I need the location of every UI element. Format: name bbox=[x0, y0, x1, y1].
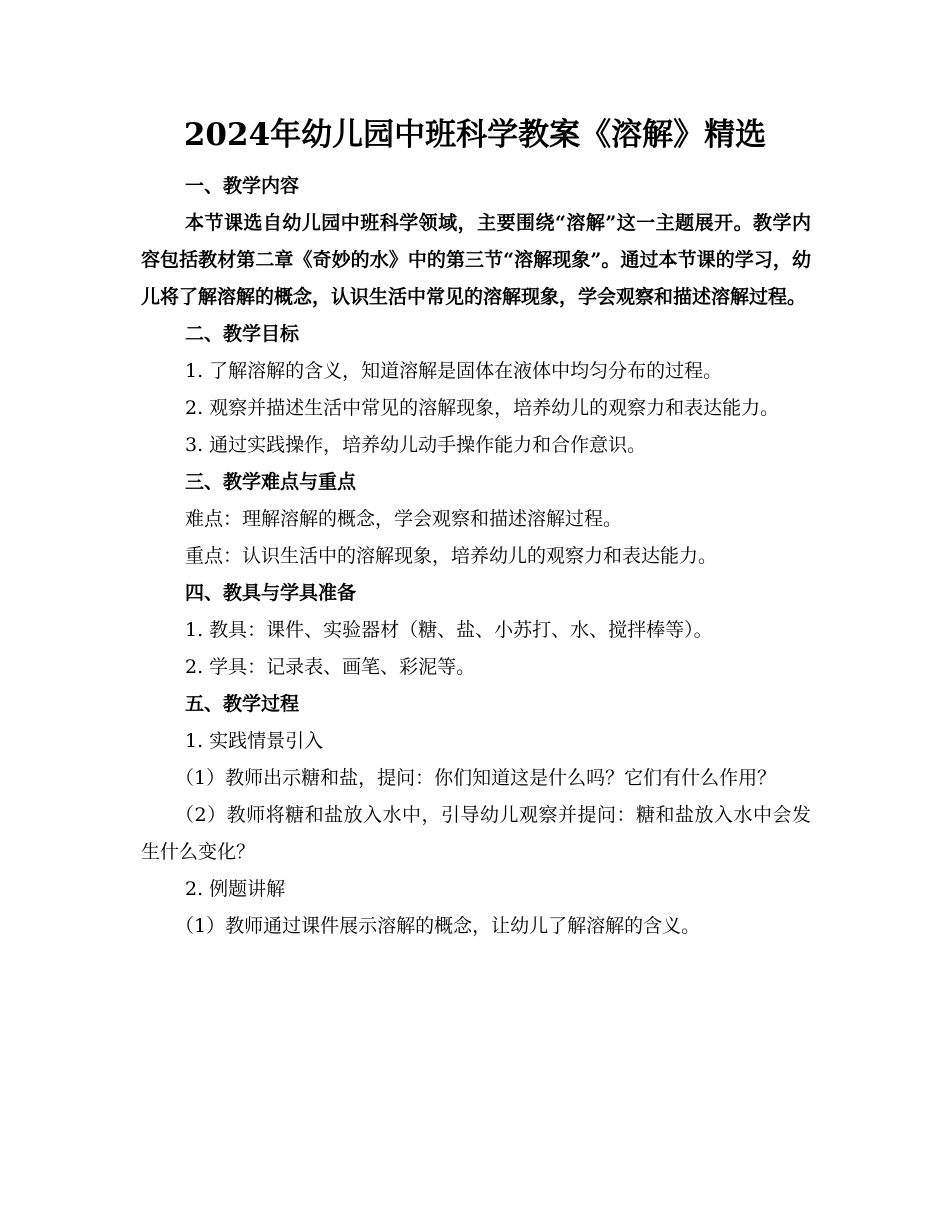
section-content-paragraph: 本节课选自幼儿园中班科学领域，主要围绕“溶解”这一主题展开。教学内容包括教材第二章《奇妙的水》中的第三节“溶解现象”。通过本节课的学习，幼儿将了解溶解的概念，认识生活中常见的溶解现象，学会观察和描述溶解过程。 bbox=[141, 212, 811, 308]
key-point: 重点：认识生活中的溶解现象，培养幼儿的观察力和表达能力。 bbox=[185, 545, 718, 567]
objective-item-2: 2. 观察并描述生活中常见的溶解现象，培养幼儿的观察力和表达能力。 bbox=[185, 397, 780, 419]
objective-item-3: 3. 通过实践操作，培养幼儿动手操作能力和合作意识。 bbox=[185, 434, 647, 456]
process-step-2: 2. 例题讲解 bbox=[185, 878, 286, 900]
section-heading-materials: 四、教具与学具准备 bbox=[185, 582, 357, 604]
difficult-point: 难点：理解溶解的概念，学会观察和描述溶解过程。 bbox=[185, 508, 623, 530]
process-step-1: 1. 实践情景引入 bbox=[185, 730, 324, 752]
process-step-2-a: （1）教师通过课件展示溶解的概念，让幼儿了解溶解的含义。 bbox=[175, 915, 701, 937]
section-heading-difficulties: 三、教学难点与重点 bbox=[185, 471, 357, 493]
section-heading-process: 五、教学过程 bbox=[185, 693, 300, 715]
materials-item-2: 2. 学具：记录表、画笔、彩泥等。 bbox=[185, 656, 476, 678]
document-body bbox=[141, 168, 811, 945]
objective-item-1: 1. 了解溶解的含义，知道溶解是固体在液体中均匀分布的过程。 bbox=[185, 360, 723, 382]
process-step-1-a: （1）教师出示糖和盐，提问：你们知道这是什么吗？它们有什么作用？ bbox=[175, 767, 777, 789]
section-heading-objectives: 二、教学目标 bbox=[185, 323, 300, 345]
process-step-1-b: （2）教师将糖和盐放入水中，引导幼儿观察并提问：糖和盐放入水中会发生什么变化？ bbox=[141, 804, 811, 863]
materials-item-1: 1. 教具：课件、实验器材（糖、盐、小苏打、水、搅拌棒等）。 bbox=[185, 619, 713, 641]
section-heading-content: 一、教学内容 bbox=[185, 175, 300, 197]
document-title: 2024年幼儿园中班科学教案《溶解》精选 bbox=[183, 117, 767, 153]
